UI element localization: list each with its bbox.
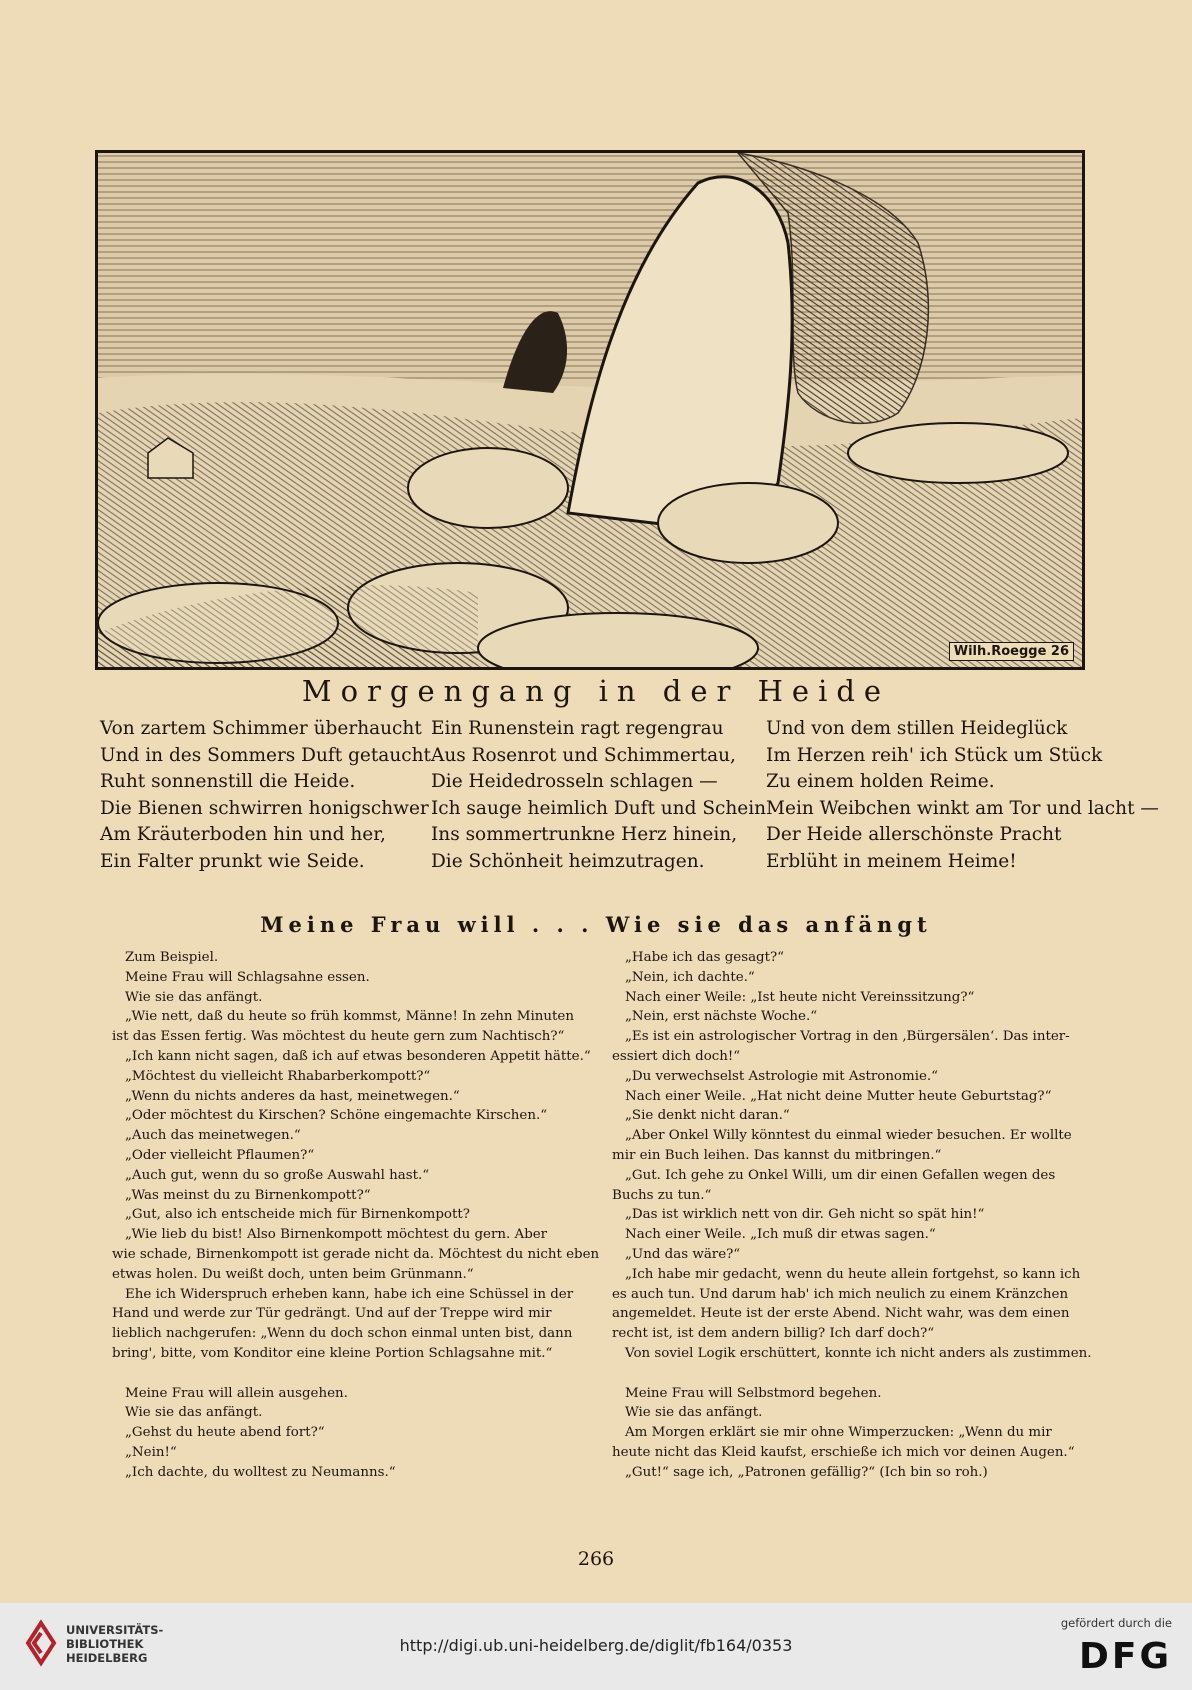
story-line: Meine Frau will allein ausgehen. — [125, 1385, 348, 1401]
poem-line: Am Kräuterboden hin und her, — [100, 824, 386, 845]
story-column-right — [612, 948, 1098, 1483]
poem-line: Die Bienen schwirren honigschwer — [100, 797, 429, 819]
poem-line: Mein Weibchen winkt am Tor und lacht — — [766, 797, 1159, 819]
digital-library-footer — [0, 1603, 1192, 1690]
library-name-line: BIBLIOTHEK — [66, 1637, 144, 1651]
poem-body — [100, 716, 1159, 875]
story-line: „Aber Onkel Willy könntest du einmal wieder besuchen. Er wollte — [625, 1128, 1072, 1144]
story-line: „Gehst du heute abend fort?“ — [125, 1425, 325, 1441]
artist-signature: Wilh.Roegge 26 — [949, 642, 1074, 661]
page-number: 266 — [577, 1548, 615, 1570]
poem-line: Aus Rosenrot und Schimmertau, — [430, 744, 736, 766]
story-column-left — [112, 948, 600, 1483]
story-line: bring', bitte, vom Konditor eine kleine Portion Schlagsahne mit.“ — [112, 1345, 553, 1361]
poem-line: Ein Runenstein ragt regengrau — [430, 718, 724, 739]
story-line: „Das ist wirklich nett von dir. Geh nicht so spät hin!“ — [625, 1207, 985, 1223]
poem-line: Ich sauge heimlich Duft und Schein — [430, 797, 767, 819]
story-line: „Du verwechselst Astrologie mit Astronomie.“ — [625, 1068, 939, 1084]
story-line: „Auch gut, wenn du so große Auswahl hast.“ — [125, 1167, 430, 1183]
story-line: Wie sie das anfängt. — [625, 1405, 763, 1421]
story-line: heute nicht das Kleid kaufst, erschieße ich mich vor deinen Augen.“ — [612, 1444, 1075, 1460]
story-line: „Nein, ich dachte.“ — [625, 969, 755, 985]
library-name-line: HEIDELBERG — [66, 1651, 148, 1665]
poem-line: Ruht sonnenstill die Heide. — [100, 771, 356, 792]
poem-line: Ins sommertrunkne Herz hinein, — [430, 824, 738, 845]
story-line: Wie sie das anfängt. — [125, 989, 263, 1005]
story-line: „Gut!“ sage ich, „Patronen gefällig?“ (Ich bin so roh.) — [625, 1464, 988, 1480]
story-line: „Möchtest du vielleicht Rhabarberkompott?“ — [125, 1068, 431, 1084]
sponsor-label: gefördert durch die — [1060, 1616, 1172, 1630]
story-line: Am Morgen erklärt sie mir ohne Wimperzucken: „Wenn du mir — [625, 1425, 1052, 1441]
paragraph-gap — [612, 1364, 1098, 1384]
story-line: „Und das wäre?“ — [625, 1246, 741, 1262]
permalink-url[interactable]: http://digi.ub.uni-heidelberg.de/diglit/fb164/0353 — [399, 1636, 793, 1655]
story-line: Nach einer Weile. „Hat nicht deine Mutter heute Geburtstag?“ — [625, 1088, 1052, 1104]
story-line: „Sie denkt nicht daran.“ — [625, 1108, 790, 1124]
poem-line: Der Heide allerschönste Pracht — [766, 824, 1062, 845]
story-line: „Ich dachte, du wolltest zu Neumanns.“ — [125, 1464, 396, 1480]
heath-illustration — [95, 150, 1085, 670]
story-line: lieblich nachgerufen: „Wenn du doch schon einmal unten bist, dann — [112, 1326, 573, 1342]
story-line: Ehe ich Widerspruch erheben kann, habe ich eine Schüssel in der — [125, 1286, 574, 1302]
story-line: Zum Beispiel. — [125, 950, 219, 965]
story-line: etwas holen. Du weißt doch, unten beim Grünmann.“ — [112, 1266, 474, 1282]
story-line: recht ist, ist dem andern billig? Ich darf doch?“ — [612, 1326, 935, 1342]
poem-line: Erblüht in meinem Heime! — [766, 850, 1017, 872]
story-line: „Nein!“ — [125, 1444, 177, 1460]
poem-line: Zu einem holden Reime. — [766, 771, 995, 792]
story-line: „Wenn du nichts anderes da hast, meinetwegen.“ — [125, 1088, 460, 1104]
story-line: „Habe ich das gesagt?“ — [625, 950, 785, 965]
story-line: „Was meinst du zu Birnenkompott?“ — [125, 1187, 371, 1203]
story-line: Hand und werde zur Tür gedrängt. Und auf der Treppe wird mir — [112, 1306, 552, 1322]
story-line: Nach einer Weile. „Ich muß dir etwas sagen.“ — [625, 1227, 936, 1243]
poem-line: Und in des Sommers Duft getaucht — [100, 744, 431, 766]
poem-line: Von zartem Schimmer überhaucht — [100, 718, 422, 739]
story-line: „Gut. Ich gehe zu Onkel Willi, um dir einen Gefallen wegen des — [625, 1167, 1056, 1183]
story-line: essiert dich doch!“ — [612, 1048, 741, 1064]
story-title: Meine Frau will . . . Wie sie das anfängt — [260, 912, 932, 937]
poem-title: Morgengang in der Heide — [301, 674, 891, 708]
story-line: ist das Essen fertig. Was möchtest du heute gern zum Nachtisch?“ — [112, 1029, 565, 1045]
story-line: „Nein, erst nächste Woche.“ — [625, 1009, 818, 1025]
story-line: „Oder möchtest du Kirschen? Schöne eingemachte Kirschen.“ — [125, 1108, 548, 1124]
story-line: „Gut, also ich entscheide mich für Birnenkompott? — [125, 1207, 470, 1223]
poem-stanza-2 — [431, 716, 766, 875]
poem-line: Und von dem stillen Heideglück — [766, 718, 1068, 739]
story-line: „Oder vielleicht Pflaumen?“ — [125, 1147, 315, 1163]
story-line: „Ich habe mir gedacht, wenn du heute allein fortgehst, so kann ich — [625, 1266, 1081, 1282]
poem-stanza-3 — [766, 716, 1159, 875]
heath-landscape-drawing — [98, 153, 1082, 667]
library-name-line: UNIVERSITÄTS- — [66, 1623, 164, 1637]
dfg-logo[interactable]: DFG — [1078, 1636, 1172, 1677]
story-line: Wie sie das anfängt. — [125, 1405, 263, 1421]
story-line: „Wie nett, daß du heute so früh kommst, Männe! In zehn Minuten — [125, 1009, 574, 1025]
story-line: Buchs zu tun.“ — [612, 1187, 712, 1203]
story-line: mir ein Buch leihen. Das kannst du mitbringen.“ — [612, 1147, 942, 1163]
story-line: Meine Frau will Selbstmord begehen. — [625, 1385, 882, 1401]
story-line: Nach einer Weile: „Ist heute nicht Vereinssitzung?“ — [625, 989, 975, 1005]
story-line: „Wie lieb du bist! Also Birnenkompott möchtest du gern. Aber — [125, 1227, 548, 1243]
story-line: „Ich kann nicht sagen, daß ich auf etwas besonderen Appetit hätte.“ — [125, 1048, 591, 1064]
poem-line: Die Heidedrosseln schlagen — — [430, 771, 718, 792]
story-line: es auch tun. Und darum hab' ich mich neulich zu einem Kränzchen — [612, 1286, 1069, 1302]
story-line: angemeldet. Heute ist der erste Abend. Nicht wahr, was dem einen — [612, 1306, 1070, 1322]
poem-line: Die Schönheit heimzutragen. — [430, 850, 705, 872]
paragraph-gap — [112, 1364, 587, 1384]
poem-stanza-1 — [100, 716, 431, 875]
story-line: „Auch das meinetwegen.“ — [125, 1128, 301, 1144]
poem-line: Ein Falter prunkt wie Seide. — [100, 850, 365, 872]
story-line: Meine Frau will Schlagsahne essen. — [125, 969, 370, 985]
poem-line: Im Herzen reih' ich Stück um Stück — [766, 744, 1103, 766]
story-line: wie schade, Birnenkompott ist gerade nicht da. Möchtest du nicht eben — [112, 1246, 600, 1262]
story-line: Von soviel Logik erschüttert, konnte ich nicht anders als zustimmen. — [625, 1345, 1092, 1361]
story-line: „Es ist ein astrologischer Vortrag in den ‚Bürgersälen‘. Das inter- — [625, 1029, 1070, 1045]
